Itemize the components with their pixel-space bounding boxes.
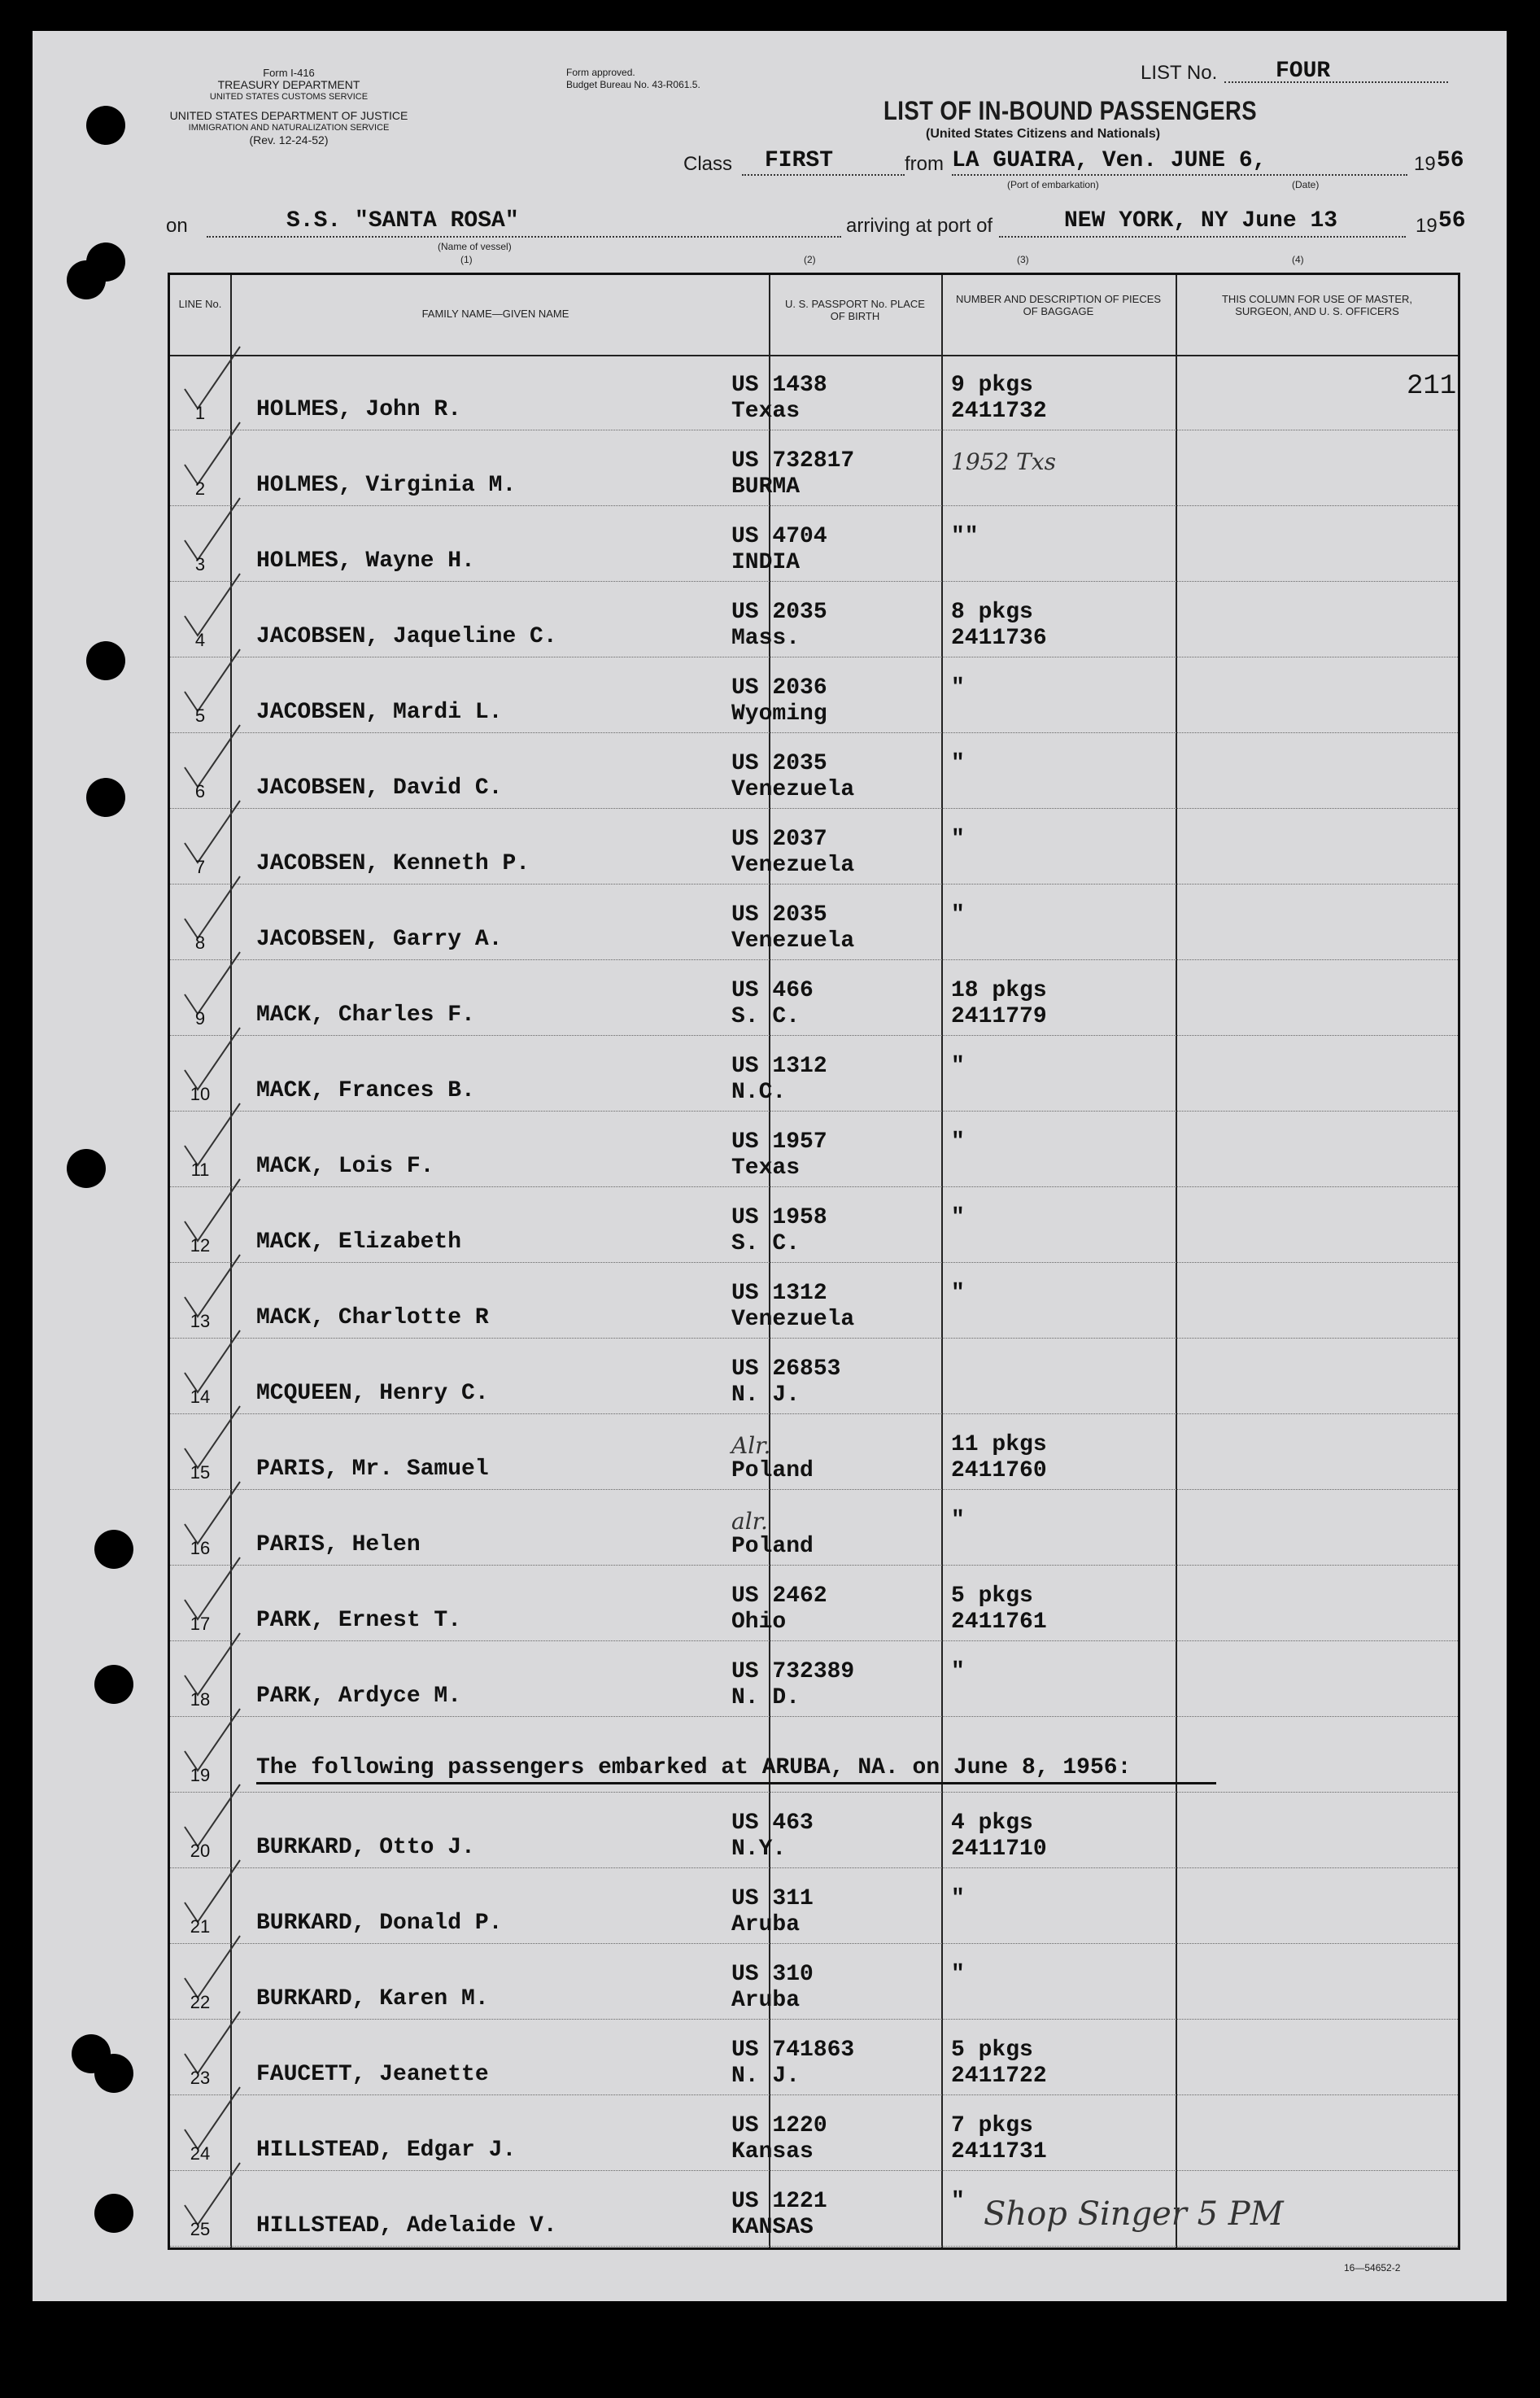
- form-approved: Form approved.: [566, 67, 635, 78]
- baggage-number: 2411760: [951, 1458, 1047, 1483]
- table-row: [170, 1263, 1458, 1339]
- place-of-birth: N. D.: [731, 1685, 801, 1710]
- line-number: 17: [190, 1614, 211, 1634]
- passenger-name: FAUCETT, Jeanette: [256, 2062, 489, 2087]
- passenger-name: MACK, Elizabeth: [256, 1230, 462, 1255]
- passenger-name: BURKARD, Otto J.: [256, 1835, 475, 1860]
- binder-hole: [86, 778, 125, 817]
- baggage-description: ": [951, 827, 965, 852]
- binder-hole: [67, 260, 106, 299]
- passenger-name: HOLMES, John R.: [256, 397, 462, 422]
- arrival-year-prefix: 19: [1416, 215, 1437, 237]
- line-number: 3: [194, 554, 206, 574]
- baggage-number: 2411731: [951, 2139, 1047, 2164]
- line-number: 23: [190, 2068, 211, 2088]
- line-number: 21: [190, 1916, 211, 1937]
- line-number: 14: [190, 1387, 211, 1407]
- passport-number: US 310: [731, 1962, 814, 1987]
- from-label: from: [905, 153, 944, 175]
- binder-hole: [67, 1149, 106, 1188]
- place-of-birth: N.Y.: [731, 1837, 787, 1862]
- line-number: 18: [190, 1689, 211, 1710]
- col-header-officers: THIS COLUMN FOR USE OF MASTER, SURGEON, AND U. S. OFFICERS: [1221, 293, 1412, 317]
- baggage-description: ": [951, 1886, 965, 1911]
- table-row: [170, 355, 1458, 430]
- baggage-number: 2411722: [951, 2064, 1047, 2089]
- place-of-birth: Texas: [731, 1155, 801, 1181]
- table-row: [170, 506, 1458, 582]
- footer-code: 16—54652-2: [1344, 2262, 1401, 2274]
- passport-number: Alr.: [731, 1432, 771, 1459]
- place-of-birth: Wyoming: [731, 701, 827, 727]
- passenger-name: JACOBSEN, Garry A.: [256, 927, 503, 952]
- line-number: 19: [190, 1765, 211, 1785]
- place-of-birth: Mass.: [731, 626, 801, 651]
- passenger-table: [168, 273, 1460, 2250]
- binder-hole: [86, 641, 125, 680]
- baggage-description: 8 pkgs: [951, 600, 1033, 625]
- baggage-description: 5 pkgs: [951, 2038, 1033, 2063]
- baggage-description: ": [951, 1054, 965, 1079]
- doj-label: UNITED STATES DEPARTMENT OF JUSTICE: [169, 109, 408, 122]
- line-number: 10: [190, 1084, 211, 1104]
- binder-hole: [86, 106, 125, 145]
- place-of-birth: N. J.: [731, 2064, 801, 2089]
- place-of-birth: Venezuela: [731, 777, 855, 802]
- passport-number: US 741863: [731, 2038, 855, 2063]
- passport-number: US 732389: [731, 1659, 855, 1684]
- passenger-name: MACK, Charles F.: [256, 1002, 475, 1028]
- table-row: [170, 1036, 1458, 1112]
- line-number: 11: [190, 1160, 210, 1180]
- baggage-number: 2411710: [951, 1837, 1047, 1862]
- place-of-birth: S. C.: [731, 1231, 801, 1256]
- col-marker-1: (1): [460, 254, 473, 265]
- line-number: 20: [190, 1841, 211, 1861]
- from-year-prefix: 19: [1414, 153, 1436, 175]
- passenger-name: JACOBSEN, Mardi L.: [256, 700, 503, 725]
- place-of-birth: Poland: [731, 1534, 814, 1559]
- passport-number: US 4704: [731, 524, 827, 549]
- rev-label: (Rev. 12-24-52): [249, 133, 329, 146]
- passenger-name: MACK, Frances B.: [256, 1078, 475, 1103]
- passport-number: US 1958: [731, 1205, 827, 1230]
- baggage-description: 11 pkgs: [951, 1432, 1047, 1457]
- table-row: [170, 582, 1458, 657]
- line-number: 4: [194, 630, 206, 650]
- baggage-description: ": [951, 2189, 965, 2214]
- col-marker-2: (2): [804, 254, 816, 265]
- line-number: 15: [190, 1462, 211, 1483]
- col-header-line: LINE No.: [178, 298, 222, 310]
- list-number-label: LIST No.: [1141, 62, 1218, 84]
- line-number: 8: [194, 933, 206, 953]
- passenger-name: PARK, Ardyce M.: [256, 1684, 462, 1709]
- port-embarkation-caption: (Port of embarkation): [1007, 179, 1099, 190]
- baggage-description: ": [951, 1659, 965, 1684]
- passport-number: US 1438: [731, 373, 827, 398]
- table-row: [170, 1566, 1458, 1641]
- baggage-description: 9 pkgs: [951, 373, 1033, 398]
- ins-label: IMMIGRATION AND NATURALIZATION SERVICE: [188, 123, 390, 133]
- officer-note: Shop Singer 5 PM: [984, 2195, 1284, 2233]
- place-of-birth: Venezuela: [731, 928, 855, 954]
- passenger-name: PARIS, Helen: [256, 1532, 421, 1557]
- approval-block: [566, 67, 700, 91]
- line-number: 1: [194, 403, 206, 423]
- col-header-passport: U. S. PASSPORT No. PLACE OF BIRTH: [785, 298, 925, 322]
- line-number: 7: [194, 857, 206, 877]
- date-caption: (Date): [1292, 179, 1320, 190]
- passport-number: US 1221: [731, 2189, 827, 2214]
- passport-number: US 2037: [731, 827, 827, 852]
- baggage-description: ": [951, 902, 965, 928]
- baggage-description: 1952 Txs: [951, 448, 1056, 475]
- passport-number: alr.: [731, 1508, 768, 1535]
- arrival-year-value: 56: [1438, 208, 1466, 234]
- treasury-label: TREASURY DEPARTMENT: [217, 78, 360, 91]
- passenger-name: JACOBSEN, Kenneth P.: [256, 851, 530, 876]
- binder-hole: [94, 2194, 133, 2233]
- table-row: [170, 430, 1458, 506]
- line-number: 5: [194, 705, 206, 726]
- list-number-value: FOUR: [1276, 59, 1331, 84]
- place-of-birth: Ohio: [731, 1610, 787, 1635]
- passenger-name: JACOBSEN, David C.: [256, 775, 503, 801]
- passenger-name: PARK, Ernest T.: [256, 1608, 462, 1633]
- table-row: [170, 1793, 1458, 1868]
- class-value: FIRST: [765, 148, 834, 173]
- passenger-name: PARIS, Mr. Samuel: [256, 1457, 489, 1482]
- manifest-sheet: [33, 31, 1507, 2301]
- place-of-birth: Kansas: [731, 2139, 814, 2164]
- binder-hole: [94, 1530, 133, 1569]
- table-row: [170, 960, 1458, 1036]
- table-row: [170, 2095, 1458, 2171]
- place-of-birth: Aruba: [731, 1988, 801, 2013]
- vessel-value: S.S. "SANTA ROSA": [286, 208, 519, 234]
- passport-number: US 2036: [731, 675, 827, 701]
- table-row: [170, 657, 1458, 733]
- line-number: 25: [190, 2219, 211, 2239]
- vessel-caption: (Name of vessel): [438, 241, 512, 252]
- officer-note: 211: [1407, 371, 1457, 402]
- passenger-name: HILLSTEAD, Adelaide V.: [256, 2213, 557, 2239]
- col-header-name: FAMILY NAME—GIVEN NAME: [421, 308, 569, 320]
- table-row: [170, 1944, 1458, 2020]
- table-row: [170, 1187, 1458, 1263]
- class-label: Class: [683, 153, 733, 175]
- baggage-description: ": [951, 675, 965, 701]
- baggage-description: ": [951, 1281, 965, 1306]
- passenger-name: HOLMES, Virginia M.: [256, 473, 517, 498]
- place-of-birth: Aruba: [731, 1912, 801, 1937]
- table-row: [170, 1112, 1458, 1187]
- passport-number: US 732817: [731, 448, 855, 474]
- passenger-name: MACK, Lois F.: [256, 1154, 434, 1179]
- col-marker-4: (4): [1292, 254, 1304, 265]
- passport-number: US 463: [731, 1811, 814, 1836]
- place-of-birth: KANSAS: [731, 2215, 814, 2240]
- place-of-birth: Poland: [731, 1458, 814, 1483]
- passenger-name: BURKARD, Donald P.: [256, 1911, 503, 1936]
- place-of-birth: Venezuela: [731, 853, 855, 878]
- line-number: 16: [190, 1538, 211, 1558]
- line-number: 2: [194, 478, 206, 499]
- passport-number: US 2035: [731, 751, 827, 776]
- table-row: [170, 1641, 1458, 1717]
- baggage-description: ": [951, 1129, 965, 1155]
- baggage-description: 5 pkgs: [951, 1583, 1033, 1609]
- line-number: 22: [190, 1992, 211, 2012]
- baggage-description: ": [951, 751, 965, 776]
- passport-number: US 26853: [731, 1356, 841, 1382]
- passenger-name: HOLMES, Wayne H.: [256, 548, 475, 574]
- arriving-label: arriving at port of: [846, 215, 993, 237]
- baggage-number: 2411761: [951, 1610, 1047, 1635]
- passport-number: US 466: [731, 978, 814, 1003]
- passport-number: US 311: [731, 1886, 814, 1911]
- binder-hole: [94, 2054, 133, 2093]
- table-row: [170, 1868, 1458, 1944]
- passport-number: US 2035: [731, 902, 827, 928]
- section-note: The following passengers embarked at ARUBA, NA. on June 8, 1956:: [256, 1755, 1216, 1784]
- table-row: [170, 1339, 1458, 1414]
- baggage-number: 2411732: [951, 399, 1047, 424]
- passenger-name: MACK, Charlotte R: [256, 1305, 489, 1330]
- place-of-birth: Texas: [731, 399, 801, 424]
- line-number: 12: [190, 1235, 211, 1256]
- form-number: Form I-416: [263, 67, 315, 79]
- col-header-baggage: NUMBER AND DESCRIPTION OF PIECES OF BAGGAGE: [955, 293, 1162, 317]
- embarkation-value: LA GUAIRA, Ven. JUNE 6,: [952, 148, 1267, 173]
- baggage-description: 7 pkgs: [951, 2113, 1033, 2138]
- passport-number: US 2462: [731, 1583, 827, 1609]
- arrival-port-value: NEW YORK, NY June 13: [1064, 208, 1338, 234]
- baggage-number: 2411779: [951, 1004, 1047, 1029]
- line-number: 6: [194, 781, 206, 802]
- table-row: [170, 1490, 1458, 1566]
- passport-number: US 2035: [731, 600, 827, 625]
- baggage-number: 2411736: [951, 626, 1047, 651]
- passenger-name: HILLSTEAD, Edgar J.: [256, 2138, 517, 2163]
- passport-number: US 1957: [731, 1129, 827, 1155]
- budget-bureau: Budget Bureau No. 43-R061.5.: [566, 79, 700, 90]
- from-year-value: 56: [1437, 148, 1464, 173]
- table-row: [170, 2020, 1458, 2095]
- place-of-birth: INDIA: [731, 550, 801, 575]
- col-marker-3: (3): [1017, 254, 1029, 265]
- table-row: [170, 733, 1458, 809]
- table-row: [170, 2171, 1458, 2247]
- table-row: [170, 809, 1458, 885]
- place-of-birth: S. C.: [731, 1004, 801, 1029]
- binder-hole: [94, 1665, 133, 1704]
- agency-block: [155, 67, 423, 146]
- place-of-birth: Venezuela: [731, 1307, 855, 1332]
- passenger-name: MCQUEEN, Henry C.: [256, 1381, 489, 1406]
- line-number: 24: [190, 2143, 211, 2164]
- customs-label: UNITED STATES CUSTOMS SERVICE: [209, 92, 369, 102]
- on-label: on: [166, 215, 188, 237]
- document-subtitle: (United States Citizens and Nationals): [926, 127, 1161, 141]
- baggage-description: ": [951, 1962, 965, 1987]
- table-row: [170, 885, 1458, 960]
- table-row: [170, 1414, 1458, 1490]
- baggage-description: "": [951, 524, 979, 549]
- passenger-name: BURKARD, Karen M.: [256, 1986, 489, 2011]
- table-row: [170, 1717, 1458, 1793]
- passenger-name: JACOBSEN, Jaqueline C.: [256, 624, 557, 649]
- line-number: 13: [190, 1311, 211, 1331]
- passport-number: US 1312: [731, 1281, 827, 1306]
- baggage-description: ": [951, 1508, 965, 1533]
- passport-number: US 1312: [731, 1054, 827, 1079]
- passport-number: US 1220: [731, 2113, 827, 2138]
- line-number: 9: [194, 1008, 206, 1029]
- place-of-birth: BURMA: [731, 474, 801, 500]
- place-of-birth: N. J.: [731, 1382, 801, 1408]
- baggage-description: 4 pkgs: [951, 1811, 1033, 1836]
- document-title: LIST OF IN-BOUND PASSENGERS: [883, 96, 1258, 125]
- baggage-description: ": [951, 1205, 965, 1230]
- place-of-birth: N.C.: [731, 1080, 787, 1105]
- baggage-description: 18 pkgs: [951, 978, 1047, 1003]
